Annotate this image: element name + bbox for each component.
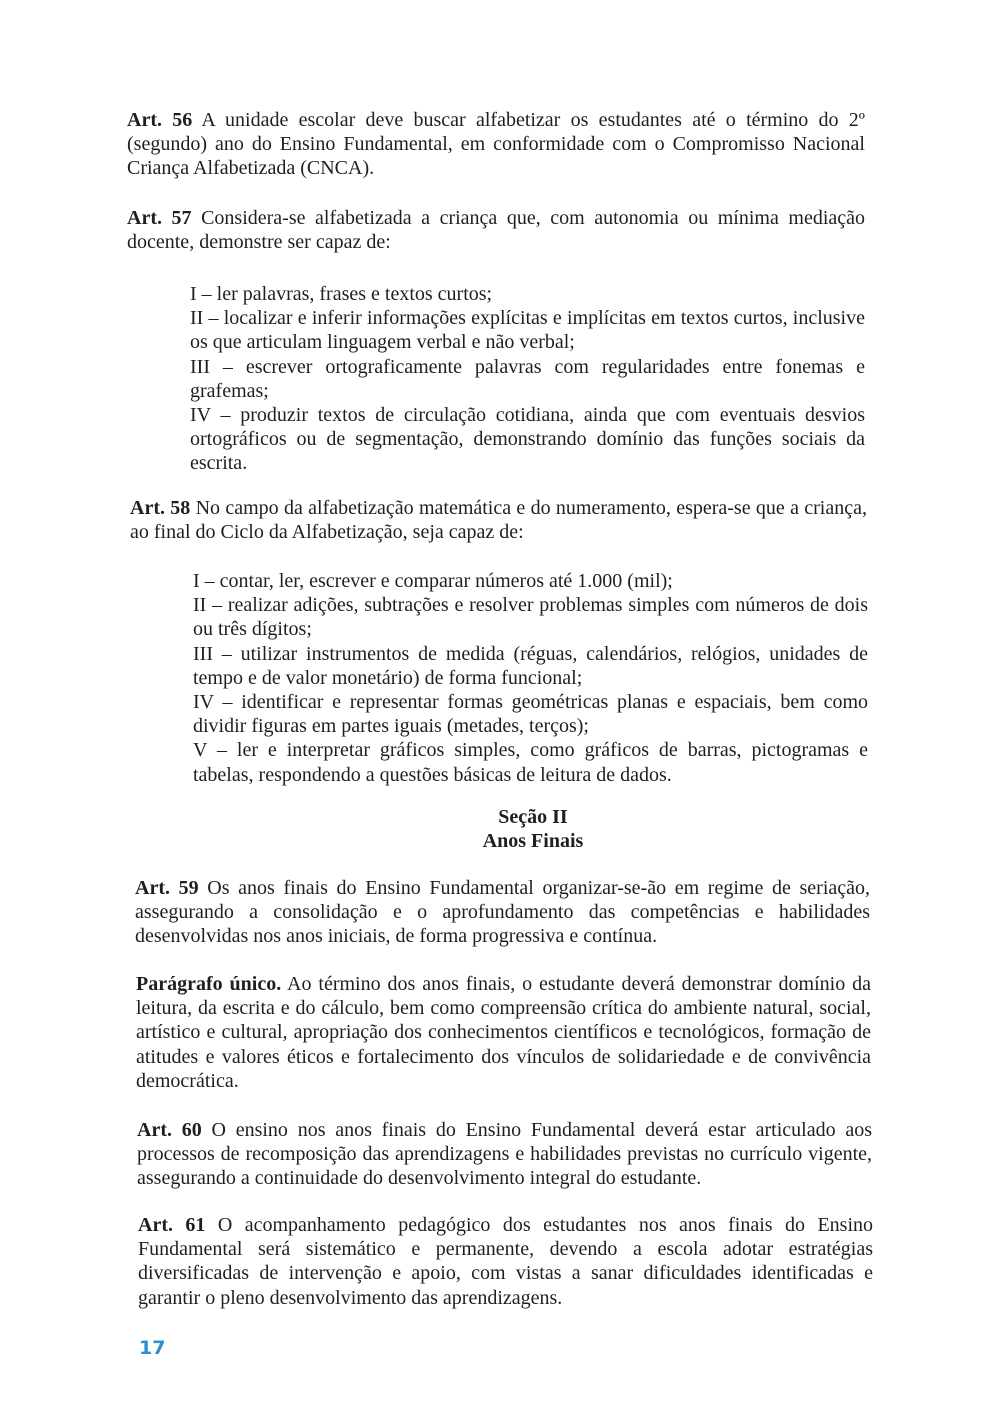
- section-subtitle: Anos Finais: [482, 830, 584, 853]
- paragraph-text: Ao término dos anos finais, o estudante deverá demonstrar domínio da leitura, da escrita e do cálculo, bem como compreensão crítica do ambiente natural, social, artístico e cultural, apropriação dos conhecimentos científicos e tecnológicos, formação de atitudes e valores éticos e fortalecimento dos vínculos de solidariedade e de convivência democrática.: [136, 973, 871, 1092]
- list-item: I – ler palavras, frases e textos curtos;: [190, 283, 493, 305]
- article-label: Art. 61: [138, 1214, 206, 1236]
- article-57: [127, 206, 865, 254]
- article-text: Os anos finais do Ensino Fundamental organizar-se-ão em regime de seriação, assegurando a consolidação e o aprofundamento das competências e habilidades desenvolvidas nos anos iniciais, de forma progressiva e contínua.: [135, 877, 871, 948]
- article-text: O ensino nos anos finais do Ensino Fundamental deverá estar articulado aos processos de recomposição das aprendizagens e habilidades previstas no currículo vigente, assegurando a continuidade do desenvolvimento integral do estudante.: [137, 1119, 873, 1190]
- article-label: Art. 57: [127, 207, 192, 229]
- article-59: [135, 876, 870, 949]
- list-item: V – ler e interpretar gráficos simples, como gráficos de barras, pictogramas e tabelas, respondendo a questões básicas de leitura de dados.: [193, 739, 868, 786]
- section-heading: [133, 805, 933, 853]
- article-label: Art. 60: [137, 1119, 202, 1141]
- article-60: [137, 1118, 872, 1191]
- list-item: II – localizar e inferir informações explícitas e implícitas em textos curtos, inclusive os que articulam linguagem verbal e não verbal;: [190, 307, 865, 354]
- list-item: IV – produzir textos de circulação cotidiana, ainda que com eventuais desvios ortográficos ou de segmentação, demonstrando domínio das funções sociais da escrita.: [190, 404, 865, 475]
- article-61: [138, 1213, 873, 1310]
- article-text: O acompanhamento pedagógico dos estudantes nos anos finais do Ensino Fundamental será sistemático e permanente, devendo a escola adotar estratégias diversificadas de intervenção e apoio, com vistas a sanar dificuldades identificadas e garantir o pleno desenvolvimento das aprendizagens.: [138, 1214, 873, 1309]
- article-text: Considera-se alfabetizada a criança que, com autonomia ou mínima mediação docente, demonstre ser capaz de:: [127, 207, 866, 254]
- article-label: Art. 56: [127, 109, 193, 131]
- list-item: III – escrever ortograficamente palavras com regularidades entre fonemas e grafemas;: [190, 355, 865, 402]
- page-number: 17: [139, 1337, 166, 1359]
- article-text: No campo da alfabetização matemática e do numeramento, espera-se que a criança, ao final do Ciclo da Alfabetização, seja capaz de:: [130, 497, 867, 544]
- article-label: Art. 59: [135, 877, 199, 899]
- list-item: I – contar, ler, escrever e comparar números até 1.000 (mil);: [193, 570, 673, 592]
- article-57-items: [190, 282, 865, 476]
- section-title: Seção II: [498, 806, 568, 828]
- article-56: [127, 108, 865, 181]
- article-58-items: [193, 569, 868, 787]
- article-text: A unidade escolar deve buscar alfabetizar os estudantes até o término do 2º (segundo) ano do Ensino Fundamental, em conformidade com o Compromisso Nacional Criança Alfabetizada (CNCA).: [127, 109, 866, 180]
- article-label: Art. 58: [130, 497, 191, 519]
- list-item: IV – identificar e representar formas geométricas planas e espaciais, bem como dividir figuras em partes iguais (metades, terços);: [193, 691, 868, 738]
- paragraph-label: Parágrafo único.: [136, 973, 282, 995]
- paragrafo-unico: [136, 972, 871, 1093]
- list-item: II – realizar adições, subtrações e resolver problemas simples com números de dois ou três dígitos;: [193, 594, 868, 641]
- article-58: [130, 496, 867, 544]
- list-item: III – utilizar instrumentos de medida (réguas, calendários, relógios, unidades de tempo e de valor monetário) de forma funcional;: [193, 642, 868, 689]
